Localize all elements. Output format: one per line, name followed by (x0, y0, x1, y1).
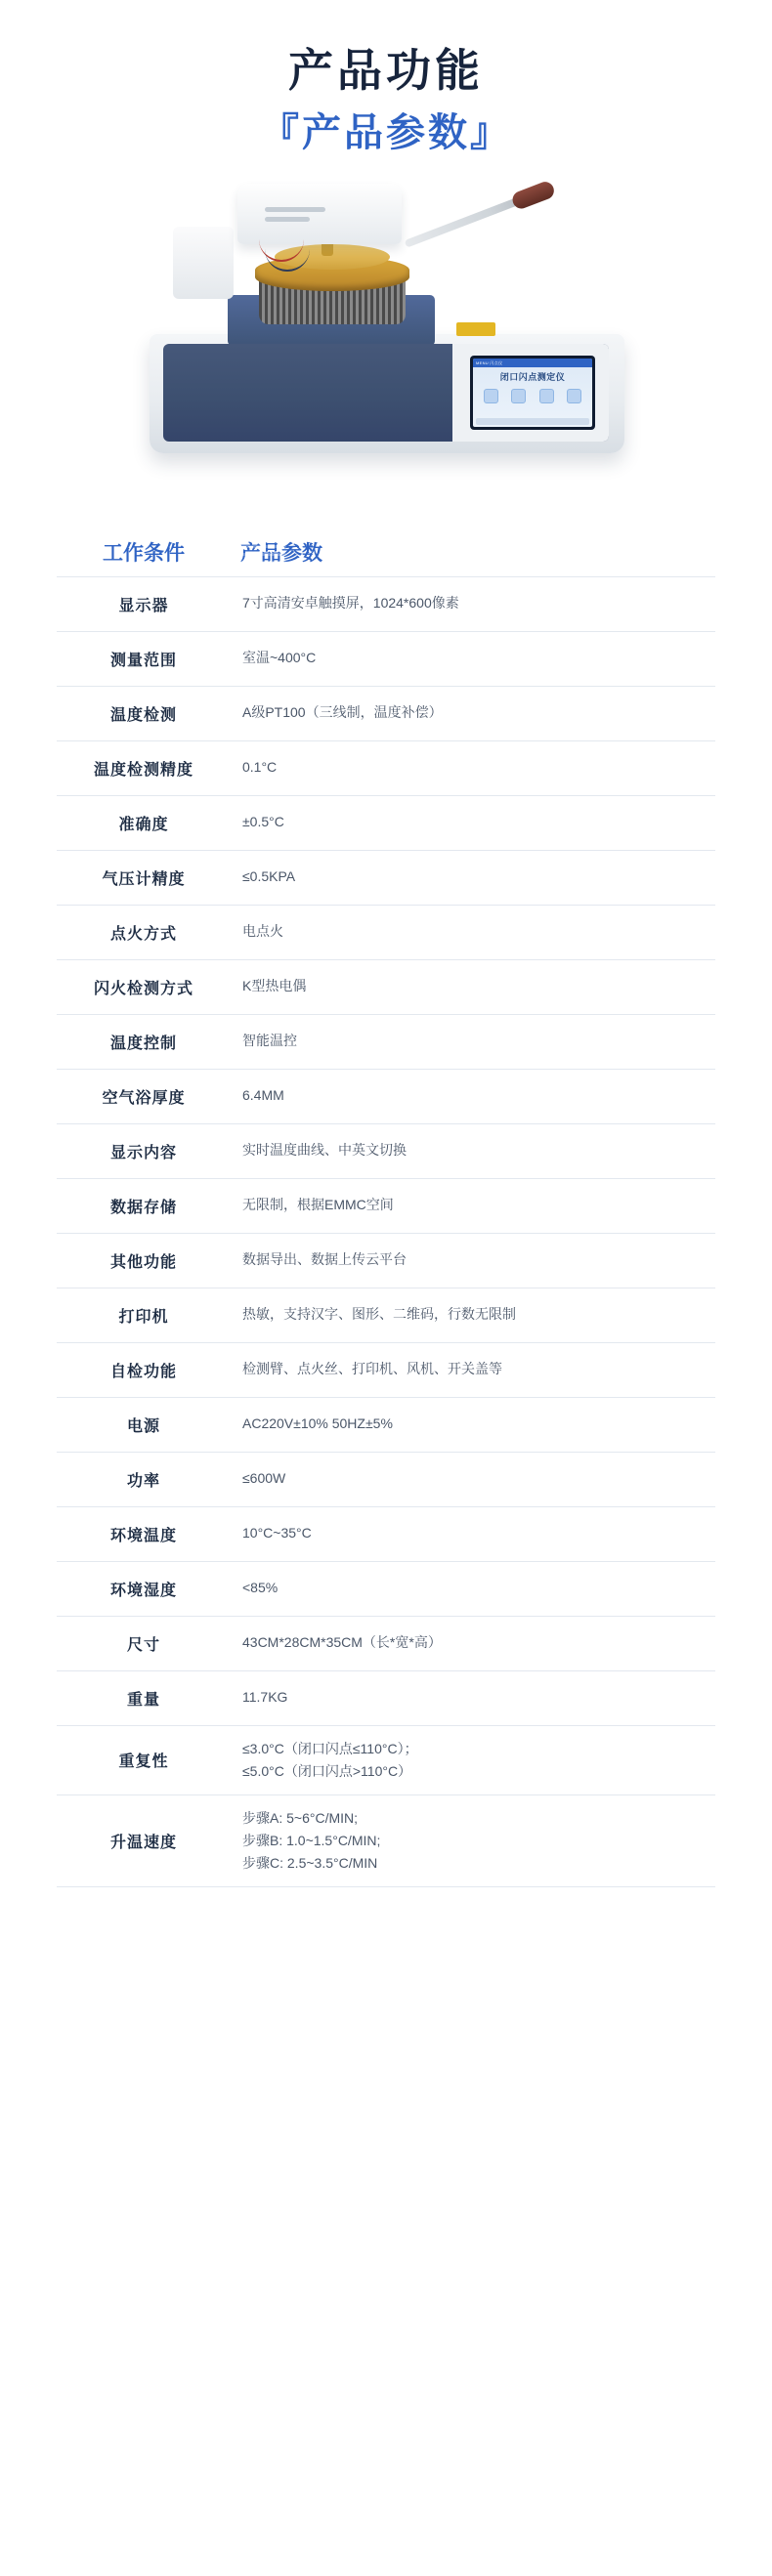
spec-table-header (0, 537, 772, 567)
hood-vent-slot-2 (265, 217, 310, 222)
row-value (231, 1617, 715, 1670)
table-row (57, 1670, 715, 1725)
table-row (57, 1233, 715, 1288)
touch-screen (470, 356, 595, 430)
table-row (57, 959, 715, 1014)
table-row (57, 850, 715, 905)
screen-title: 闭口闪点测定仪 (499, 371, 566, 382)
row-value (231, 906, 715, 959)
row-value-line: 0.1°C (242, 759, 278, 776)
row-label: 自检功能 (109, 1363, 177, 1380)
row-label: 重复性 (118, 1753, 169, 1771)
hood-vent-slot (265, 207, 325, 212)
row-value-line: AC220V±10% 50HZ±5% (242, 1415, 393, 1432)
row-value-line: 检测臂、点火丝、打印机、风机、开关盖等 (242, 1361, 502, 1377)
row-value-line: 室温~400°C (242, 650, 317, 666)
row-label: 测量范围 (109, 652, 177, 669)
row-value-line: 43CM*28CM*35CM（长*宽*高） (242, 1634, 442, 1651)
row-value (231, 1234, 715, 1288)
table-row (57, 1014, 715, 1069)
row-value (231, 1507, 715, 1561)
row-value-line: 步骤C: 2.5~3.5°C/MIN (242, 1854, 378, 1871)
screen-app-icon-4 (567, 389, 581, 403)
screen-icon-row (473, 389, 592, 403)
column-header-condition: 工作条件 (103, 541, 185, 565)
row-value (231, 796, 715, 850)
row-value (231, 851, 715, 905)
row-label: 打印机 (118, 1308, 169, 1326)
row-value (231, 1453, 715, 1506)
row-label: 数据存储 (109, 1199, 177, 1216)
control-panel (452, 344, 609, 442)
row-value-line: 电点火 (242, 923, 283, 940)
column-header-parameter: 产品参数 (240, 541, 322, 565)
row-value-line: ±0.5°C (242, 814, 284, 830)
row-value (231, 577, 715, 631)
row-value-line: 热敏，支持汉字、图形、二维码，行数无限制 (242, 1306, 516, 1323)
side-module (173, 227, 234, 299)
row-value-line: 智能温控 (242, 1033, 297, 1049)
row-label: 其他功能 (109, 1253, 177, 1271)
spec-table (0, 576, 772, 1887)
row-label: 升温速度 (109, 1834, 177, 1851)
row-value (231, 960, 715, 1014)
row-value (231, 1124, 715, 1178)
handle-grip (510, 179, 557, 211)
row-value (231, 687, 715, 740)
row-value-line: ≤5.0°C（闭口闪点>110°C） (242, 1762, 412, 1779)
row-value (231, 632, 715, 686)
row-value-line: 无限制，根据EMMC空间 (242, 1197, 394, 1213)
row-value-line: ≤3.0°C（闭口闪点≤110°C）； (242, 1740, 418, 1756)
warning-sticker (456, 322, 495, 336)
table-row (57, 1069, 715, 1123)
row-value-line: 7寸高清安卓触摸屏，1024*600像素 (242, 595, 459, 612)
row-label: 闪火检测方式 (93, 980, 193, 997)
row-value-line: 10°C~35°C (242, 1525, 312, 1541)
row-label: 环境温度 (109, 1527, 177, 1544)
row-value-line: ≤600W (242, 1470, 286, 1487)
row-value (231, 741, 715, 795)
row-value (231, 1015, 715, 1069)
table-row (57, 795, 715, 850)
table-row (57, 1795, 715, 1887)
product-illustration (112, 180, 660, 502)
table-row (57, 1561, 715, 1616)
table-row (57, 1178, 715, 1233)
table-row (57, 576, 715, 631)
row-label: 显示器 (118, 597, 169, 614)
table-row (57, 1342, 715, 1397)
row-value-line: 11.7KG (242, 1689, 288, 1706)
table-row (57, 631, 715, 686)
row-value-line: ≤0.5KPA (242, 868, 296, 885)
row-value (231, 1179, 715, 1233)
row-value (231, 1726, 715, 1795)
row-value (231, 1288, 715, 1342)
row-label: 温度检测精度 (93, 761, 193, 779)
row-label: 温度控制 (109, 1035, 177, 1052)
row-value (231, 1795, 715, 1886)
table-row (57, 740, 715, 795)
row-value (231, 1398, 715, 1452)
screen-app-icon-1 (484, 389, 498, 403)
row-value (231, 1343, 715, 1397)
ventilation-grille (236, 529, 286, 578)
table-row (57, 1506, 715, 1561)
lever-handle (405, 194, 526, 247)
row-label: 温度检测 (109, 706, 177, 724)
row-value-line: 实时温度曲线、中英文切换 (242, 1142, 407, 1159)
table-row (57, 1288, 715, 1342)
table-row (57, 1725, 715, 1795)
row-label: 电源 (126, 1417, 160, 1435)
row-value-line: A级PT100（三线制，温度补偿） (242, 704, 443, 721)
row-value (231, 1562, 715, 1616)
table-row (57, 1123, 715, 1178)
row-value-line: K型热电偶 (242, 978, 307, 994)
screen-app-icon-3 (539, 389, 554, 403)
table-row (57, 1616, 715, 1670)
row-label: 气压计精度 (102, 870, 186, 888)
page-title: 产品功能 (288, 45, 484, 96)
row-value-line: 步骤A: 5~6°C/MIN; (242, 1809, 359, 1826)
wiring (259, 238, 318, 277)
screen-content (473, 359, 592, 427)
machine-front-panel (163, 344, 609, 442)
row-value (231, 1070, 715, 1123)
row-label: 重量 (126, 1691, 160, 1709)
hood-cover (237, 184, 402, 244)
row-label: 点火方式 (109, 925, 177, 943)
table-row (57, 1452, 715, 1506)
screen-status-bar: MENU 闪点仪 (473, 359, 592, 367)
row-label: 尺寸 (126, 1636, 160, 1654)
row-label: 准确度 (118, 816, 169, 833)
page-subtitle: 『产品参数』 (260, 110, 512, 154)
screen-app-icon-2 (511, 389, 526, 403)
table-row (57, 905, 715, 959)
row-value-line: 6.4MM (242, 1087, 284, 1104)
row-value-line: 数据导出、数据上传云平台 (242, 1251, 407, 1268)
table-row (57, 1397, 715, 1452)
page-header (0, 0, 772, 158)
row-value-line: 步骤B: 1.0~1.5°C/MIN; (242, 1832, 381, 1848)
row-value-line: <85% (242, 1580, 279, 1596)
table-row (57, 686, 715, 740)
product-photo (112, 180, 660, 502)
screen-footer-bar (476, 418, 589, 425)
wire-dark (265, 248, 310, 272)
row-value (231, 1671, 715, 1725)
row-label: 显示内容 (109, 1144, 177, 1161)
row-label: 功率 (126, 1472, 160, 1490)
row-label: 空气浴厚度 (102, 1089, 186, 1107)
row-label: 环境湿度 (109, 1582, 177, 1599)
